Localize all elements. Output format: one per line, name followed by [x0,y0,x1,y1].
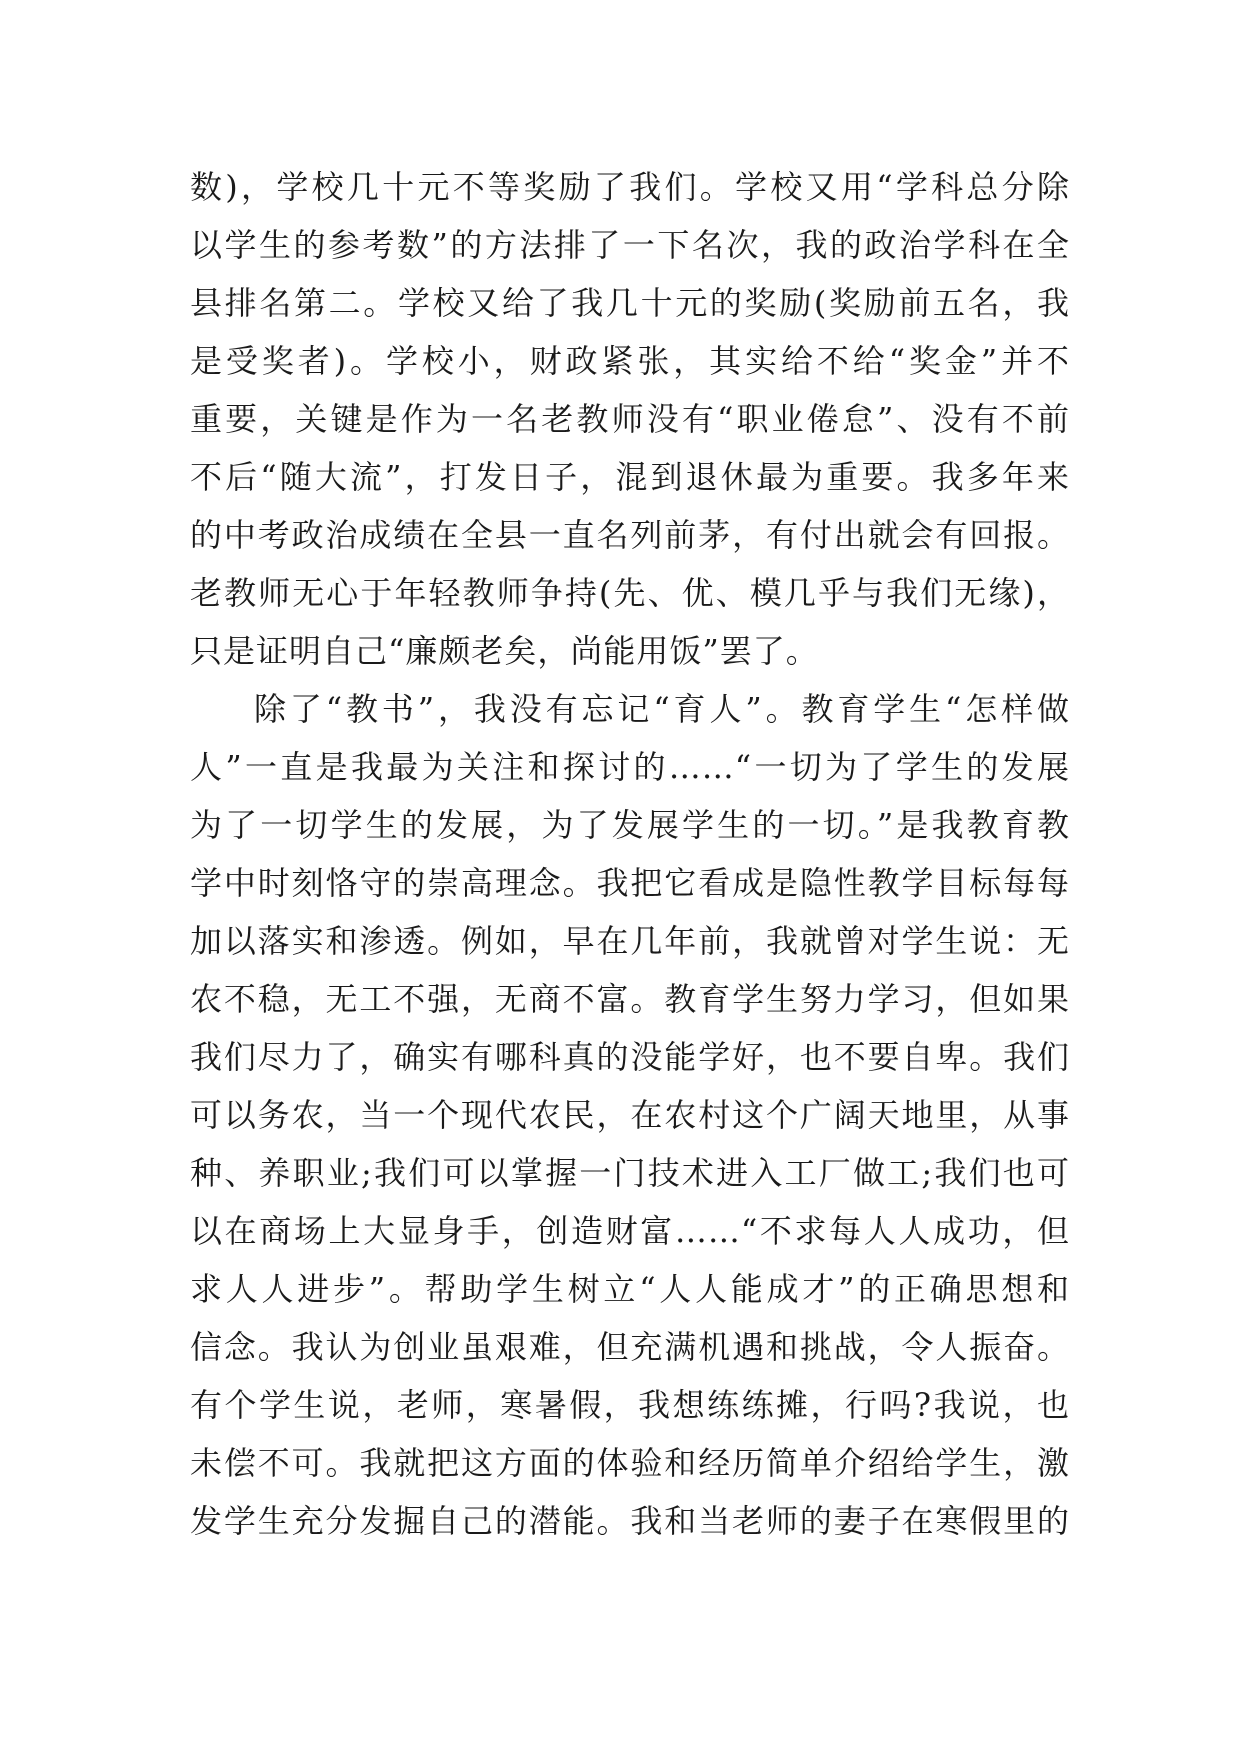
text-line: 重要，关键是作为一名老教师没有“职业倦怠”、没有不前 [190,400,1070,438]
text-line: 数)，学校几十元不等奖励了我们。学校又用“学科总分除 [190,168,1070,206]
text-line: 只是证明自己“廉颇老矣，尚能用饭”罢了。 [190,632,819,670]
text-line: 除了“教书”，我没有忘记“育人”。教育学生“怎样做 [254,690,1070,728]
text-line: 信念。我认为创业虽艰难，但充满机遇和挑战，令人振奋。 [190,1328,1070,1366]
text-line: 为了一切学生的发展，为了发展学生的一切。”是我教育教 [190,806,1070,844]
text-line: 农不稳，无工不强，无商不富。教育学生努力学习，但如果 [190,980,1070,1018]
text-line: 我们尽力了，确实有哪科真的没能学好，也不要自卑。我们 [190,1038,1070,1076]
text-line: 是受奖者)。学校小，财政紧张，其实给不给“奖金”并不 [190,342,1070,380]
paragraph-1 [190,158,1070,680]
text-line: 不后“随大流”，打发日子，混到退休最为重要。我多年来 [190,458,1070,496]
text-line: 老教师无心于年轻教师争持(先、优、模几乎与我们无缘)， [190,574,1070,612]
text-line: 发学生充分发掘自己的潜能。我和当老师的妻子在寒假里的 [190,1502,1070,1540]
text-line: 人”一直是我最为关注和探讨的……“一切为了学生的发展 [190,748,1070,786]
text-line: 种、养职业;我们可以掌握一门技术进入工厂做工;我们也可 [190,1154,1070,1192]
text-line: 可以务农，当一个现代农民，在农村这个广阔天地里，从事 [190,1096,1070,1134]
text-line: 学中时刻恪守的崇高理念。我把它看成是隐性教学目标每每 [190,864,1070,902]
text-line: 以学生的参考数”的方法排了一下名次，我的政治学科在全 [190,226,1070,264]
text-line: 以在商场上大显身手，创造财富……“不求每人人成功，但 [190,1212,1070,1250]
text-line: 县排名第二。学校又给了我几十元的奖励(奖励前五名，我 [190,284,1070,322]
text-line: 加以落实和渗透。例如，早在几年前，我就曾对学生说：无 [190,922,1070,960]
paragraph-2 [190,680,1070,1550]
text-line: 有个学生说，老师，寒暑假，我想练练摊，行吗?我说，也 [190,1386,1070,1424]
document-body [190,158,1070,1550]
text-line: 的中考政治成绩在全县一直名列前茅，有付出就会有回报。 [190,516,1070,554]
text-line: 求人人进步”。帮助学生树立“人人能成才”的正确思想和 [190,1270,1070,1308]
text-line: 未偿不可。我就把这方面的体验和经历简单介绍给学生，激 [190,1444,1070,1482]
